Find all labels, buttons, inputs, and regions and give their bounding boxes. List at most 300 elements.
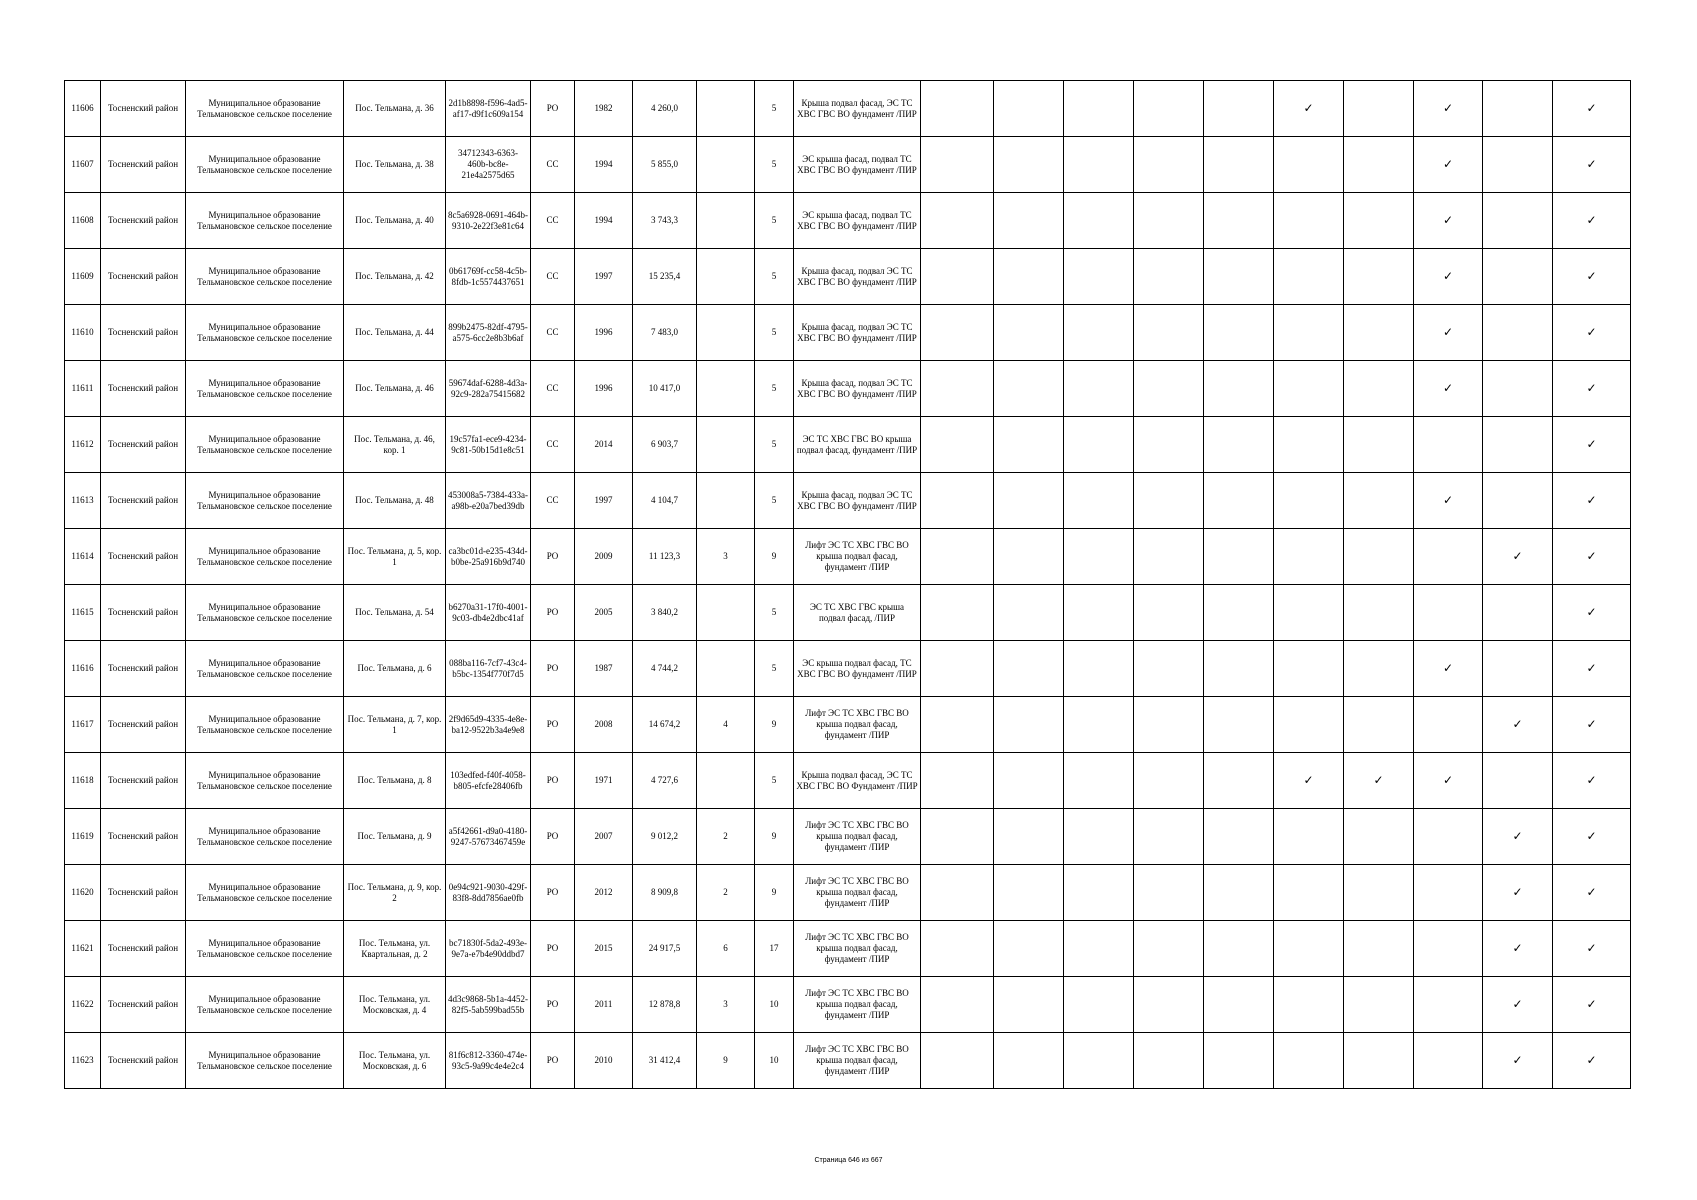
cell-area: 4 727,6 <box>633 753 697 809</box>
check-cell <box>1414 921 1483 977</box>
cell-area: 6 903,7 <box>633 417 697 473</box>
register-table <box>64 80 1631 1089</box>
cell-works: ЭС крыша фасад, подвал ТС ХВС ГВС ВО фундамент /ПИР <box>794 193 921 249</box>
cell-municipality: Муниципальное образование Тельмановское сельское поселение <box>186 977 344 1033</box>
check-mark-icon: ✓ <box>1512 941 1523 955</box>
cell-entrances: 6 <box>697 921 755 977</box>
check-cell <box>1274 977 1344 1033</box>
cell-municipality: Муниципальное образование Тельмановское сельское поселение <box>186 305 344 361</box>
check-cell <box>1134 417 1204 473</box>
check-mark-icon: ✓ <box>1442 493 1454 507</box>
cell-address: Пос. Тельмана, д. 7, кор. 1 <box>344 697 446 753</box>
cell-year: 1994 <box>575 193 633 249</box>
check-cell <box>1064 585 1134 641</box>
check-mark-icon: ✓ <box>1586 437 1597 451</box>
cell-district: Тосненский район <box>101 697 186 753</box>
check-mark-icon: ✓ <box>1586 213 1597 227</box>
check-cell <box>1064 473 1134 529</box>
check-cell <box>1134 977 1204 1033</box>
check-cell <box>1553 417 1631 473</box>
check-cell <box>1204 249 1274 305</box>
table-body <box>65 81 1631 1089</box>
cell-entrances <box>697 585 755 641</box>
cell-entrances <box>697 361 755 417</box>
cell-address: Пос. Тельмана, д. 46 <box>344 361 446 417</box>
cell-entrances <box>697 81 755 137</box>
check-cell <box>1483 809 1553 865</box>
check-mark-icon: ✓ <box>1586 549 1597 563</box>
cell-works: Крыша фасад, подвал ЭС ТС ХВС ГВС ВО фундамент /ПИР <box>794 249 921 305</box>
check-cell <box>921 641 994 697</box>
check-cell <box>1134 585 1204 641</box>
cell-floors: 10 <box>755 977 794 1033</box>
check-mark-icon: ✓ <box>1442 213 1454 227</box>
check-cell <box>921 697 994 753</box>
check-cell <box>921 193 994 249</box>
check-cell <box>1553 473 1631 529</box>
check-mark-icon: ✓ <box>1586 997 1597 1011</box>
check-cell <box>1064 865 1134 921</box>
check-cell <box>1274 417 1344 473</box>
cell-district: Тосненский район <box>101 193 186 249</box>
cell-year: 1994 <box>575 137 633 193</box>
cell-entrances <box>697 193 755 249</box>
check-cell <box>1553 585 1631 641</box>
check-cell <box>1414 697 1483 753</box>
check-cell <box>921 249 994 305</box>
check-cell <box>1064 697 1134 753</box>
cell-entrances <box>697 417 755 473</box>
cell-fund-type: СС <box>531 137 575 193</box>
cell-municipality: Муниципальное образование Тельмановское сельское поселение <box>186 529 344 585</box>
cell-area: 12 878,8 <box>633 977 697 1033</box>
check-cell <box>1414 865 1483 921</box>
cell-floors: 5 <box>755 361 794 417</box>
cell-year: 1997 <box>575 249 633 305</box>
table-row <box>65 977 1631 1033</box>
cell-area: 14 674,2 <box>633 697 697 753</box>
check-cell <box>1134 809 1204 865</box>
check-cell <box>994 137 1064 193</box>
check-cell <box>1483 977 1553 1033</box>
check-cell <box>1204 697 1274 753</box>
check-cell <box>1414 417 1483 473</box>
cell-district: Тосненский район <box>101 921 186 977</box>
check-cell <box>1553 977 1631 1033</box>
check-cell <box>1553 81 1631 137</box>
check-cell <box>994 473 1064 529</box>
cell-year: 2008 <box>575 697 633 753</box>
cell-entrances: 9 <box>697 1033 755 1089</box>
cell-works: Лифт ЭС ТС ХВС ГВС ВО крыша подвал фасад, фундамент /ПИР <box>794 865 921 921</box>
cell-floors: 5 <box>755 193 794 249</box>
check-cell <box>1274 809 1344 865</box>
cell-guid: bc71830f-5da2-493e-9e7a-e7b4e90ddbd7 <box>446 921 531 977</box>
cell-works: Лифт ЭС ТС ХВС ГВС ВО крыша подвал фасад, фундамент /ПИР <box>794 1033 921 1089</box>
check-cell <box>1414 473 1483 529</box>
cell-works: Лифт ЭС ТС ХВС ГВС ВО крыша подвал фасад, фундамент /ПИР <box>794 697 921 753</box>
cell-district: Тосненский район <box>101 809 186 865</box>
check-cell <box>1553 865 1631 921</box>
cell-guid: 34712343-6363-460b-bc8e-21e4a2575d65 <box>446 137 531 193</box>
cell-floors: 5 <box>755 473 794 529</box>
check-cell <box>1204 809 1274 865</box>
check-cell <box>1483 473 1553 529</box>
check-cell <box>1553 1033 1631 1089</box>
cell-entrances <box>697 473 755 529</box>
check-cell <box>1344 977 1414 1033</box>
table-row <box>65 1033 1631 1089</box>
cell-municipality: Муниципальное образование Тельмановское сельское поселение <box>186 81 344 137</box>
cell-municipality: Муниципальное образование Тельмановское сельское поселение <box>186 249 344 305</box>
check-mark-icon: ✓ <box>1586 101 1597 115</box>
check-cell <box>1134 529 1204 585</box>
check-cell <box>1134 697 1204 753</box>
cell-address: Пос. Тельмана, ул. Квартальная, д. 2 <box>344 921 446 977</box>
check-cell <box>1344 865 1414 921</box>
cell-works: Лифт ЭС ТС ХВС ГВС ВО крыша подвал фасад, фундамент /ПИР <box>794 977 921 1033</box>
check-cell <box>1344 249 1414 305</box>
cell-row-number: 11619 <box>65 809 101 865</box>
cell-fund-type: СС <box>531 249 575 305</box>
check-cell <box>1064 753 1134 809</box>
cell-district: Тосненский район <box>101 417 186 473</box>
cell-row-number: 11610 <box>65 305 101 361</box>
check-cell <box>1204 473 1274 529</box>
check-cell <box>921 865 994 921</box>
cell-area: 24 917,5 <box>633 921 697 977</box>
check-cell <box>1204 305 1274 361</box>
cell-entrances: 3 <box>697 977 755 1033</box>
check-cell <box>1134 753 1204 809</box>
cell-area: 4 260,0 <box>633 81 697 137</box>
check-cell <box>1134 1033 1204 1089</box>
check-cell <box>1483 641 1553 697</box>
check-mark-icon: ✓ <box>1373 773 1384 787</box>
cell-address: Пос. Тельмана, д. 9 <box>344 809 446 865</box>
check-mark-icon: ✓ <box>1512 549 1523 563</box>
check-cell <box>1344 921 1414 977</box>
check-cell <box>1274 305 1344 361</box>
cell-works: Крыша фасад, подвал ЭС ТС ХВС ГВС ВО фундамент /ПИР <box>794 305 921 361</box>
cell-address: Пос. Тельмана, д. 6 <box>344 641 446 697</box>
check-cell <box>921 753 994 809</box>
cell-floors: 9 <box>755 809 794 865</box>
check-cell <box>1483 1033 1553 1089</box>
check-cell <box>1344 417 1414 473</box>
check-mark-icon: ✓ <box>1442 101 1454 115</box>
cell-fund-type: РО <box>531 977 575 1033</box>
cell-municipality: Муниципальное образование Тельмановское сельское поселение <box>186 753 344 809</box>
cell-guid: 59674daf-6288-4d3a-92c9-282a75415682 <box>446 361 531 417</box>
check-cell <box>1064 641 1134 697</box>
check-cell <box>1274 921 1344 977</box>
check-cell <box>994 305 1064 361</box>
cell-guid: 103edfed-f40f-4058-b805-efcfe28406fb <box>446 753 531 809</box>
check-cell <box>1344 473 1414 529</box>
cell-municipality: Муниципальное образование Тельмановское сельское поселение <box>186 137 344 193</box>
check-cell <box>1064 921 1134 977</box>
check-mark-icon: ✓ <box>1512 997 1523 1011</box>
check-cell <box>994 865 1064 921</box>
check-cell <box>1483 417 1553 473</box>
cell-municipality: Муниципальное образование Тельмановское сельское поселение <box>186 417 344 473</box>
cell-municipality: Муниципальное образование Тельмановское сельское поселение <box>186 641 344 697</box>
check-cell <box>1064 361 1134 417</box>
cell-address: Пос. Тельмана, д. 9, кор. 2 <box>344 865 446 921</box>
cell-district: Тосненский район <box>101 81 186 137</box>
cell-works: ЭС ТС ХВС ГВС крыша подвал фасад, /ПИР <box>794 585 921 641</box>
check-mark-icon: ✓ <box>1586 1053 1597 1067</box>
cell-district: Тосненский район <box>101 977 186 1033</box>
cell-row-number: 11614 <box>65 529 101 585</box>
cell-area: 7 483,0 <box>633 305 697 361</box>
cell-floors: 5 <box>755 753 794 809</box>
check-cell <box>1414 585 1483 641</box>
check-cell <box>1064 529 1134 585</box>
cell-guid: 899b2475-82df-4795-a575-6cc2e8b3b6af <box>446 305 531 361</box>
cell-municipality: Муниципальное образование Тельмановское сельское поселение <box>186 921 344 977</box>
check-cell <box>994 81 1064 137</box>
cell-entrances <box>697 641 755 697</box>
check-cell <box>1414 1033 1483 1089</box>
check-mark-icon: ✓ <box>1442 773 1454 787</box>
cell-area: 4 104,7 <box>633 473 697 529</box>
cell-municipality: Муниципальное образование Тельмановское сельское поселение <box>186 193 344 249</box>
check-cell <box>921 137 994 193</box>
cell-district: Тосненский район <box>101 529 186 585</box>
cell-fund-type: СС <box>531 305 575 361</box>
cell-address: Пос. Тельмана, д. 44 <box>344 305 446 361</box>
cell-fund-type: РО <box>531 585 575 641</box>
cell-floors: 10 <box>755 1033 794 1089</box>
cell-entrances: 4 <box>697 697 755 753</box>
cell-entrances <box>697 249 755 305</box>
check-cell <box>1414 809 1483 865</box>
check-cell <box>1344 81 1414 137</box>
cell-entrances <box>697 753 755 809</box>
cell-municipality: Муниципальное образование Тельмановское сельское поселение <box>186 585 344 641</box>
cell-district: Тосненский район <box>101 753 186 809</box>
cell-area: 11 123,3 <box>633 529 697 585</box>
cell-row-number: 11606 <box>65 81 101 137</box>
check-mark-icon: ✓ <box>1586 157 1597 171</box>
cell-guid: a5f42661-d9a0-4180-9247-57673467459e <box>446 809 531 865</box>
check-cell <box>1344 585 1414 641</box>
table-row <box>65 305 1631 361</box>
cell-fund-type: РО <box>531 1033 575 1089</box>
cell-row-number: 11613 <box>65 473 101 529</box>
page-footer: Страница 646 из 667 <box>814 1157 883 1164</box>
cell-guid: b6270a31-17f0-4001-9c03-db4e2dbc41af <box>446 585 531 641</box>
check-cell <box>994 529 1064 585</box>
check-cell <box>1064 1033 1134 1089</box>
check-cell <box>1274 193 1344 249</box>
check-cell <box>1344 809 1414 865</box>
check-cell <box>1134 305 1204 361</box>
table-row <box>65 753 1631 809</box>
cell-guid: 0b61769f-cc58-4c5b-8fdb-1c5574437651 <box>446 249 531 305</box>
check-cell <box>1064 81 1134 137</box>
cell-fund-type: РО <box>531 529 575 585</box>
cell-floors: 9 <box>755 697 794 753</box>
table-row <box>65 361 1631 417</box>
cell-row-number: 11609 <box>65 249 101 305</box>
cell-year: 2011 <box>575 977 633 1033</box>
check-mark-icon: ✓ <box>1586 941 1597 955</box>
check-cell <box>1134 249 1204 305</box>
cell-district: Тосненский район <box>101 865 186 921</box>
cell-year: 1982 <box>575 81 633 137</box>
cell-guid: 2d1b8898-f596-4ad5-af17-d9f1c609a154 <box>446 81 531 137</box>
cell-guid: 453008a5-7384-433a-a98b-e20a7bed39db <box>446 473 531 529</box>
check-cell <box>1064 193 1134 249</box>
cell-floors: 9 <box>755 865 794 921</box>
cell-works: Лифт ЭС ТС ХВС ГВС ВО крыша подвал фасад, фундамент /ПИР <box>794 809 921 865</box>
check-cell <box>1274 1033 1344 1089</box>
check-cell <box>921 809 994 865</box>
check-cell <box>994 249 1064 305</box>
cell-row-number: 11618 <box>65 753 101 809</box>
cell-fund-type: РО <box>531 865 575 921</box>
check-cell <box>1483 81 1553 137</box>
check-mark-icon: ✓ <box>1586 885 1597 899</box>
check-cell <box>1134 473 1204 529</box>
cell-guid: 19c57fa1-ece9-4234-9c81-50b15d1e8c51 <box>446 417 531 473</box>
cell-year: 2009 <box>575 529 633 585</box>
cell-row-number: 11611 <box>65 361 101 417</box>
cell-fund-type: РО <box>531 753 575 809</box>
cell-area: 4 744,2 <box>633 641 697 697</box>
cell-area: 9 012,2 <box>633 809 697 865</box>
table-row <box>65 81 1631 137</box>
check-cell <box>1344 753 1414 809</box>
check-mark-icon: ✓ <box>1303 101 1314 115</box>
check-cell <box>1204 81 1274 137</box>
check-cell <box>1204 193 1274 249</box>
cell-entrances: 3 <box>697 529 755 585</box>
cell-municipality: Муниципальное образование Тельмановское сельское поселение <box>186 865 344 921</box>
check-cell <box>1274 473 1344 529</box>
check-cell <box>1483 585 1553 641</box>
check-cell <box>1344 193 1414 249</box>
check-cell <box>994 921 1064 977</box>
cell-entrances: 2 <box>697 865 755 921</box>
check-cell <box>921 1033 994 1089</box>
check-cell <box>1274 697 1344 753</box>
cell-year: 2015 <box>575 921 633 977</box>
cell-floors: 5 <box>755 137 794 193</box>
check-cell <box>1553 305 1631 361</box>
cell-row-number: 11623 <box>65 1033 101 1089</box>
check-mark-icon: ✓ <box>1442 269 1454 283</box>
check-cell <box>994 193 1064 249</box>
table-row <box>65 193 1631 249</box>
check-cell <box>1274 641 1344 697</box>
cell-district: Тосненский район <box>101 1033 186 1089</box>
cell-works: Крыша подвал фасад, ЭС ТС ХВС ГВС ВО Фундамент /ПИР <box>794 753 921 809</box>
check-cell <box>1553 137 1631 193</box>
check-cell <box>1134 641 1204 697</box>
check-cell <box>1344 137 1414 193</box>
check-cell <box>1483 305 1553 361</box>
check-cell <box>994 809 1064 865</box>
cell-row-number: 11620 <box>65 865 101 921</box>
check-cell <box>921 81 994 137</box>
cell-area: 3 840,2 <box>633 585 697 641</box>
cell-guid: 4d3c9868-5b1a-4452-82f5-5ab599bad55b <box>446 977 531 1033</box>
check-cell <box>1483 753 1553 809</box>
cell-row-number: 11607 <box>65 137 101 193</box>
check-cell <box>994 753 1064 809</box>
cell-year: 1971 <box>575 753 633 809</box>
check-cell <box>1414 753 1483 809</box>
check-cell <box>1204 529 1274 585</box>
check-cell <box>1134 865 1204 921</box>
cell-district: Тосненский район <box>101 641 186 697</box>
cell-guid: 088ba116-7cf7-43c4-b5bc-1354f770f7d5 <box>446 641 531 697</box>
check-cell <box>921 921 994 977</box>
check-cell <box>1204 865 1274 921</box>
check-mark-icon: ✓ <box>1586 829 1597 843</box>
check-mark-icon: ✓ <box>1512 829 1523 843</box>
cell-guid: 2f9d65d9-4335-4e8e-ba12-9522b3a4e9e8 <box>446 697 531 753</box>
check-cell <box>921 529 994 585</box>
table-row <box>65 641 1631 697</box>
check-cell <box>1344 641 1414 697</box>
check-cell <box>1064 417 1134 473</box>
check-cell <box>921 585 994 641</box>
cell-district: Тосненский район <box>101 137 186 193</box>
cell-municipality: Муниципальное образование Тельмановское сельское поселение <box>186 809 344 865</box>
check-cell <box>1414 305 1483 361</box>
cell-fund-type: РО <box>531 921 575 977</box>
check-cell <box>1414 977 1483 1033</box>
check-mark-icon: ✓ <box>1442 661 1454 675</box>
check-cell <box>994 697 1064 753</box>
check-cell <box>1483 529 1553 585</box>
cell-address: Пос. Тельмана, д. 5, кор. 1 <box>344 529 446 585</box>
cell-municipality: Муниципальное образование Тельмановское сельское поселение <box>186 361 344 417</box>
check-cell <box>994 417 1064 473</box>
cell-area: 5 855,0 <box>633 137 697 193</box>
check-cell <box>1483 137 1553 193</box>
cell-fund-type: РО <box>531 697 575 753</box>
cell-works: ЭС крыша подвал фасад, ТС ХВС ГВС ВО фундамент /ПИР <box>794 641 921 697</box>
cell-address: Пос. Тельмана, д. 46, кор. 1 <box>344 417 446 473</box>
check-cell <box>1274 865 1344 921</box>
check-mark-icon: ✓ <box>1586 269 1597 283</box>
cell-works: Крыша фасад, подвал ЭС ТС ХВС ГВС ВО фундамент /ПИР <box>794 473 921 529</box>
cell-address: Пос. Тельмана, ул. Московская, д. 6 <box>344 1033 446 1089</box>
cell-works: Крыша подвал фасад, ЭС ТС ХВС ГВС ВО фундамент /ПИР <box>794 81 921 137</box>
cell-year: 2005 <box>575 585 633 641</box>
cell-row-number: 11621 <box>65 921 101 977</box>
cell-district: Тосненский район <box>101 361 186 417</box>
check-mark-icon: ✓ <box>1586 493 1597 507</box>
check-cell <box>921 417 994 473</box>
check-cell <box>1483 697 1553 753</box>
check-mark-icon: ✓ <box>1586 381 1597 395</box>
check-cell <box>921 473 994 529</box>
cell-floors: 5 <box>755 249 794 305</box>
check-cell <box>1274 361 1344 417</box>
cell-municipality: Муниципальное образование Тельмановское сельское поселение <box>186 1033 344 1089</box>
check-mark-icon: ✓ <box>1512 717 1523 731</box>
check-mark-icon: ✓ <box>1512 1053 1523 1067</box>
cell-year: 1987 <box>575 641 633 697</box>
check-cell <box>1344 305 1414 361</box>
